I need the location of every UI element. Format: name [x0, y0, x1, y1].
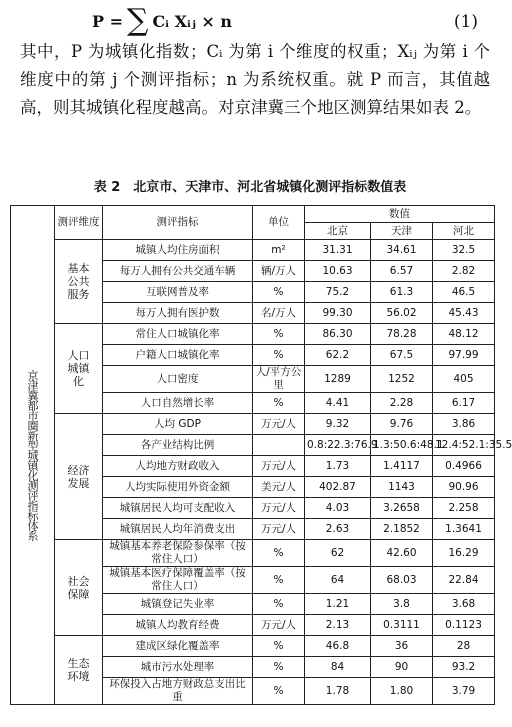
dimension-cell: 社会保障	[55, 540, 103, 636]
tianjin-value: 2.28	[371, 393, 433, 414]
formula	[92, 3, 478, 38]
tianjin-value: 1.4117	[371, 456, 433, 477]
formula-term: Cᵢ Xᵢⱼ × n	[152, 11, 233, 31]
hebei-value: 2.258	[433, 498, 495, 519]
sum-symbol: ∑	[127, 3, 149, 38]
tianjin-value: 67.5	[371, 345, 433, 366]
header-dimension: 测评维度	[55, 206, 103, 240]
tianjin-value: 34.61	[371, 240, 433, 261]
indicator-cell: 城镇登记失业率	[103, 594, 253, 615]
tianjin-value: 6.57	[371, 261, 433, 282]
indicator-cell: 城镇基本养老保险参保率（按常住人口）	[103, 540, 253, 567]
tianjin-value: 1.3:50.6:48.1	[371, 435, 433, 456]
beijing-value: 402.87	[305, 477, 371, 498]
indicator-cell: 人均 GDP	[103, 414, 253, 435]
hebei-value: 93.2	[433, 657, 495, 678]
tianjin-value: 90	[371, 657, 433, 678]
dimension-cell: 基本公共服务	[55, 240, 103, 324]
formula-lhs: P =	[92, 11, 124, 31]
table-row	[11, 240, 495, 261]
beijing-value: 4.41	[305, 393, 371, 414]
indicator-cell: 城镇人均教育经费	[103, 615, 253, 636]
beijing-value: 2.63	[305, 519, 371, 540]
table-caption: 表 2 北京市、天津市、河北省城镇化测评指标数值表	[93, 180, 407, 195]
hebei-value: 405	[433, 366, 495, 393]
tianjin-value: 9.76	[371, 414, 433, 435]
unit-cell: %	[253, 345, 305, 366]
indicator-cell: 城市污水处理率	[103, 657, 253, 678]
table-row	[11, 324, 495, 345]
unit-cell: 万元/人	[253, 519, 305, 540]
hebei-value: 2.82	[433, 261, 495, 282]
hebei-value: 1.3641	[433, 519, 495, 540]
unit-cell: %	[253, 282, 305, 303]
table-row	[11, 636, 495, 657]
unit-cell: 名/万人	[253, 303, 305, 324]
unit-cell: %	[253, 636, 305, 657]
beijing-value: 10.63	[305, 261, 371, 282]
tianjin-value: 42.60	[371, 540, 433, 567]
indicator-cell: 人均地方财政收入	[103, 456, 253, 477]
hebei-value: 45.43	[433, 303, 495, 324]
beijing-value: 75.2	[305, 282, 371, 303]
unit-cell: %	[253, 567, 305, 594]
header-value: 数值	[305, 206, 495, 223]
hebei-value: 12.4:52.1:35.5	[433, 435, 495, 456]
beijing-value: 1.21	[305, 594, 371, 615]
beijing-value: 1.73	[305, 456, 371, 477]
indicator-cell: 城镇基本医疗保障覆盖率（按常住人口）	[103, 567, 253, 594]
indicator-cell: 常住人口城镇化率	[103, 324, 253, 345]
unit-cell: %	[253, 657, 305, 678]
tianjin-value: 68.03	[371, 567, 433, 594]
indicator-cell: 环保投入占地方财政总支出比重	[103, 678, 253, 705]
beijing-value: 99.30	[305, 303, 371, 324]
hebei-value: 3.79	[433, 678, 495, 705]
unit-cell	[253, 435, 305, 456]
body-paragraph: 其中，P 为城镇化指数；Cᵢ 为第 i 个维度的权重；Xᵢⱼ 为第 i 个维度中的第 j 个测评指标；n 为系统权重。就 P 而言，其值越高，则其城镇化程度越高。对京津冀三个地区测算结果如表 2。	[20, 42, 490, 117]
unit-cell: m²	[253, 240, 305, 261]
unit-cell: %	[253, 324, 305, 345]
hebei-value: 46.5	[433, 282, 495, 303]
unit-cell: 美元/人	[253, 477, 305, 498]
header-hebei: 河北	[433, 223, 495, 240]
table-row	[11, 414, 495, 435]
indicator-cell: 人口密度	[103, 366, 253, 393]
tianjin-value: 1252	[371, 366, 433, 393]
beijing-value: 2.13	[305, 615, 371, 636]
beijing-value: 62	[305, 540, 371, 567]
indicator-cell: 各产业结构比例	[103, 435, 253, 456]
unit-cell: %	[253, 540, 305, 567]
beijing-value: 31.31	[305, 240, 371, 261]
system-label: 京津冀都市圈新型城镇化测评指标体系	[11, 206, 55, 705]
indicator-cell: 人均实际使用外资金额	[103, 477, 253, 498]
beijing-value: 64	[305, 567, 371, 594]
tianjin-value: 61.3	[371, 282, 433, 303]
indicator-cell: 户籍人口城镇化率	[103, 345, 253, 366]
tianjin-value: 0.3111	[371, 615, 433, 636]
dimension-cell: 生态环境	[55, 636, 103, 705]
hebei-value: 97.99	[433, 345, 495, 366]
beijing-value: 86.30	[305, 324, 371, 345]
unit-cell: 人/平方公里	[253, 366, 305, 393]
indicator-cell: 城镇居民人均年消费支出	[103, 519, 253, 540]
tianjin-value: 1143	[371, 477, 433, 498]
equation-number: (1)	[453, 12, 478, 32]
beijing-value: 9.32	[305, 414, 371, 435]
header-tianjin: 天津	[371, 223, 433, 240]
unit-cell: 万元/人	[253, 414, 305, 435]
tianjin-value: 3.2658	[371, 498, 433, 519]
beijing-value: 46.8	[305, 636, 371, 657]
unit-cell: 万元/人	[253, 615, 305, 636]
indicator-cell: 每万人拥有医护数	[103, 303, 253, 324]
unit-cell: %	[253, 594, 305, 615]
dimension-cell: 人口城镇化	[55, 324, 103, 414]
beijing-value: 4.03	[305, 498, 371, 519]
indicator-cell: 互联网普及率	[103, 282, 253, 303]
unit-cell: %	[253, 678, 305, 705]
beijing-value: 62.2	[305, 345, 371, 366]
indicator-cell: 建成区绿化覆盖率	[103, 636, 253, 657]
tianjin-value: 78.28	[371, 324, 433, 345]
tianjin-value: 36	[371, 636, 433, 657]
indicator-cell: 城镇人均住房面积	[103, 240, 253, 261]
hebei-value: 0.4966	[433, 456, 495, 477]
unit-cell: 辆/万人	[253, 261, 305, 282]
hebei-value: 28	[433, 636, 495, 657]
dimension-cell: 经济发展	[55, 414, 103, 540]
beijing-value: 84	[305, 657, 371, 678]
tianjin-value: 1.80	[371, 678, 433, 705]
indicator-table	[10, 205, 512, 705]
hebei-value: 22.84	[433, 567, 495, 594]
indicator-cell: 城镇居民人均可支配收入	[103, 498, 253, 519]
indicator-cell: 人口自然增长率	[103, 393, 253, 414]
hebei-value: 90.96	[433, 477, 495, 498]
beijing-value: 0.8:22.3:76.9	[305, 435, 371, 456]
beijing-value: 1.78	[305, 678, 371, 705]
beijing-value: 1289	[305, 366, 371, 393]
hebei-value: 3.68	[433, 594, 495, 615]
hebei-value: 32.5	[433, 240, 495, 261]
unit-cell: %	[253, 393, 305, 414]
hebei-value: 0.1123	[433, 615, 495, 636]
tianjin-value: 56.02	[371, 303, 433, 324]
hebei-value: 3.86	[433, 414, 495, 435]
tianjin-value: 3.8	[371, 594, 433, 615]
table-header-row	[11, 206, 495, 223]
tianjin-value: 2.1852	[371, 519, 433, 540]
unit-cell: 万元/人	[253, 498, 305, 519]
indicator-cell: 每万人拥有公共交通车辆	[103, 261, 253, 282]
hebei-value: 16.29	[433, 540, 495, 567]
header-unit: 单位	[253, 206, 305, 240]
header-beijing: 北京	[305, 223, 371, 240]
table-row	[11, 540, 495, 567]
hebei-value: 6.17	[433, 393, 495, 414]
header-indicator: 测评指标	[103, 206, 253, 240]
unit-cell: 万元/人	[253, 456, 305, 477]
hebei-value: 48.12	[433, 324, 495, 345]
